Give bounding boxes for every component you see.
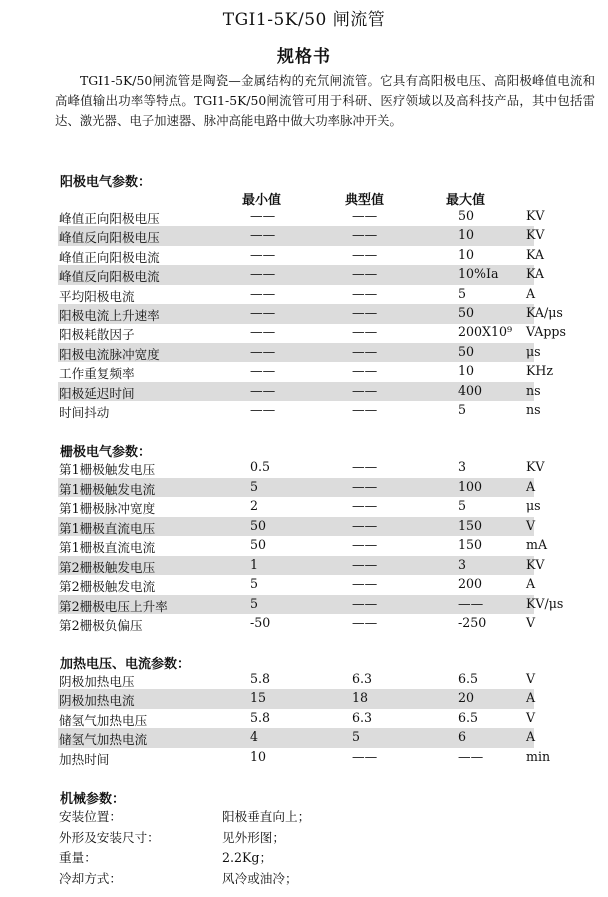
mech-label: 外形及安装尺寸： — [59, 829, 160, 845]
param-max: 200X10⁹ — [458, 324, 513, 340]
param-name: 平均阳极电流 — [59, 288, 135, 304]
param-name: 阳极耗散因子 — [59, 327, 135, 343]
table-row — [58, 595, 564, 615]
param-unit: KV — [526, 556, 545, 572]
mech-label: 冷却方式： — [59, 870, 122, 886]
table-row — [58, 362, 554, 382]
param-min: 2 — [250, 498, 259, 513]
document-subtitle: 规格书 — [277, 47, 331, 67]
param-min: —— — [250, 266, 276, 282]
mech-value: 风冷或油冷； — [222, 870, 298, 886]
param-unit: KV — [526, 227, 545, 243]
mechanical-section-title: 机械参数： — [60, 792, 126, 807]
param-name: 峰值正向阳极电压 — [59, 211, 160, 226]
table-row — [58, 304, 563, 324]
param-typ: —— — [352, 324, 378, 340]
param-max: 10 — [458, 363, 475, 379]
param-unit: A — [526, 690, 536, 706]
list-item — [58, 806, 508, 825]
param-unit: A — [526, 729, 536, 745]
param-max: 3 — [458, 556, 467, 572]
param-min: 5 — [250, 478, 259, 494]
param-unit: KV/μs — [526, 595, 564, 611]
param-typ: —— — [352, 285, 378, 301]
param-max: 5 — [458, 402, 467, 417]
table-row — [58, 207, 545, 227]
table-row — [58, 614, 534, 634]
param-typ: —— — [352, 498, 378, 513]
param-typ: 6.3 — [352, 671, 373, 686]
param-name: 阳极电流上升速率 — [59, 308, 160, 323]
table-row — [58, 689, 534, 709]
column-header-typ: 典型值 — [345, 193, 385, 208]
param-max: 6.5 — [458, 671, 479, 686]
param-typ: —— — [352, 478, 378, 494]
param-typ: —— — [352, 343, 378, 359]
param-min: —— — [250, 324, 276, 340]
param-max: 3 — [458, 459, 467, 474]
param-min: -50 — [250, 615, 271, 630]
param-max: -250 — [458, 615, 487, 630]
table-row — [58, 728, 534, 748]
param-unit: V — [526, 709, 536, 725]
param-name: 第2栅极负偏压 — [59, 618, 143, 633]
param-name: 第1栅极触发电压 — [59, 462, 156, 477]
param-min: —— — [250, 246, 276, 262]
param-name: 储氢气加热电压 — [59, 712, 148, 728]
mech-value: 阳极垂直向上； — [222, 809, 311, 824]
param-unit: μs — [526, 498, 541, 513]
param-max: 10%Ia — [458, 266, 499, 282]
param-min: 1 — [250, 556, 259, 572]
param-min: 5 — [250, 576, 259, 591]
param-name: 峰值反向阳极电流 — [59, 269, 160, 285]
param-typ: 18 — [352, 690, 369, 706]
param-name: 峰值反向阳极电压 — [59, 230, 160, 246]
param-typ: 5 — [352, 729, 361, 745]
mech-value: 见外形图； — [222, 829, 285, 845]
param-typ: —— — [352, 246, 378, 262]
param-typ: —— — [352, 459, 378, 474]
param-unit: mA — [526, 537, 548, 552]
param-max: 10 — [458, 227, 475, 243]
param-name: 阴极加热电流 — [59, 693, 135, 709]
table-row — [58, 575, 534, 595]
param-min: 5.8 — [250, 671, 271, 686]
param-typ: 6.3 — [352, 709, 373, 725]
param-unit: ns — [526, 402, 541, 417]
param-max: 6.5 — [458, 709, 479, 725]
param-name: 阳极延迟时间 — [59, 385, 135, 401]
param-min: 10 — [250, 748, 267, 764]
mech-value: 2.2Kg； — [222, 850, 273, 865]
param-max: 400 — [458, 382, 483, 398]
param-max: —— — [458, 595, 484, 611]
param-typ: —— — [352, 382, 378, 398]
table-row — [58, 497, 541, 517]
param-max: 50 — [458, 343, 475, 359]
param-name: 第1栅极直流电压 — [59, 520, 156, 536]
param-min: 50 — [250, 517, 267, 533]
param-max: 6 — [458, 729, 467, 745]
param-typ: —— — [352, 208, 378, 223]
param-min: 5.8 — [250, 709, 271, 725]
table-row — [58, 323, 566, 343]
param-typ: —— — [352, 227, 378, 243]
column-header-max: 最大值 — [446, 193, 486, 208]
param-typ: —— — [352, 748, 378, 764]
document-title: TGI1-5K/50 闸流管 — [222, 10, 386, 30]
param-max: 5 — [458, 285, 467, 301]
param-unit: VApps — [526, 324, 566, 340]
grid-section-title: 栅极电气参数： — [60, 445, 152, 460]
param-min: 0.5 — [250, 459, 271, 474]
param-unit: V — [526, 671, 536, 686]
param-min: —— — [250, 402, 276, 417]
table-row — [58, 226, 545, 246]
table-row — [58, 265, 544, 285]
param-max: 200 — [458, 576, 483, 591]
param-unit: KV — [526, 459, 545, 474]
param-max: 50 — [458, 208, 475, 223]
list-item — [58, 868, 508, 887]
param-unit: A — [526, 478, 536, 494]
param-max: 150 — [458, 517, 483, 533]
param-name: 第2栅极触发电流 — [59, 579, 156, 594]
param-max: 150 — [458, 537, 483, 552]
param-name: 时间抖动 — [59, 405, 110, 420]
param-typ: —— — [352, 266, 378, 282]
heater-section-title: 加热电压、电流参数： — [60, 657, 191, 672]
table-row — [58, 536, 548, 556]
param-unit: KV — [526, 208, 545, 223]
table-row — [58, 246, 544, 266]
param-name: 阴极加热电压 — [59, 674, 135, 689]
param-unit: KA/μs — [526, 305, 563, 320]
param-min: —— — [250, 343, 276, 359]
mech-label: 安装位置： — [59, 809, 122, 824]
param-name: 峰值正向阳极电流 — [59, 249, 160, 265]
param-typ: —— — [352, 576, 378, 591]
param-max: 10 — [458, 246, 475, 262]
param-unit: KHz — [526, 363, 554, 379]
table-row — [58, 478, 534, 498]
param-min: 15 — [250, 690, 267, 706]
table-row — [58, 556, 545, 576]
param-name: 第2栅极电压上升率 — [59, 598, 168, 614]
anode-section-title: 阳极电气参数： — [60, 175, 152, 190]
param-typ: —— — [352, 305, 378, 320]
mech-label: 重量： — [59, 850, 97, 865]
param-max: 100 — [458, 478, 483, 494]
list-item — [58, 827, 508, 846]
param-min: 4 — [250, 729, 259, 745]
list-item — [58, 847, 508, 866]
param-unit: μs — [526, 343, 541, 359]
param-name: 阳极电流脉冲宽度 — [59, 346, 160, 362]
param-max: 20 — [458, 690, 475, 706]
param-typ: —— — [352, 537, 378, 552]
param-unit: min — [526, 748, 551, 764]
param-min: —— — [250, 285, 276, 301]
param-name: 第1栅极触发电流 — [59, 481, 156, 497]
param-unit: A — [526, 576, 536, 591]
param-unit: KA — [526, 266, 544, 282]
table-row — [58, 748, 551, 768]
param-min: 5 — [250, 595, 259, 611]
table-row — [58, 458, 545, 478]
param-min: 50 — [250, 537, 267, 552]
param-name: 加热时间 — [59, 751, 110, 767]
param-typ: —— — [352, 615, 378, 630]
param-max: 50 — [458, 305, 475, 320]
param-typ: —— — [352, 402, 378, 417]
param-unit: KA — [526, 246, 544, 262]
param-typ: —— — [352, 363, 378, 379]
table-row — [58, 285, 534, 305]
table-row — [58, 401, 541, 421]
param-name: 第1栅极直流电流 — [59, 540, 156, 555]
param-min: —— — [250, 208, 276, 223]
intro-paragraph: TGI1-5K/50闸流管是陶瓷—金属结构的充氘闸流管。它具有高阳极电压、高阳极峰值电流和高峰值输出功率等特点。TGI1-5K/50闸流管可用于科研、医疗领域以及高科技产品，其中包括雷达、激光器、电子加速器、脉冲高能电路中做大功率脉冲开关。 — [55, 73, 595, 128]
table-row — [58, 382, 541, 402]
table-row — [58, 670, 534, 690]
table-row — [58, 709, 534, 729]
column-header-min: 最小值 — [242, 193, 282, 208]
param-typ: —— — [352, 556, 378, 572]
param-name: 第2栅极触发电压 — [59, 559, 156, 575]
param-name: 工作重复频率 — [59, 366, 135, 382]
table-row — [58, 343, 541, 363]
param-unit: V — [526, 517, 536, 533]
param-min: —— — [250, 382, 276, 398]
param-unit: ns — [526, 382, 541, 398]
param-name: 储氢气加热电流 — [59, 732, 148, 748]
table-row — [58, 517, 534, 537]
param-name: 第1栅极脉冲宽度 — [59, 501, 156, 516]
param-unit: A — [526, 285, 536, 301]
param-min: —— — [250, 305, 276, 320]
param-min: —— — [250, 363, 276, 379]
param-max: —— — [458, 748, 484, 764]
param-max: 5 — [458, 498, 467, 513]
param-typ: —— — [352, 517, 378, 533]
param-min: —— — [250, 227, 276, 243]
param-typ: —— — [352, 595, 378, 611]
param-unit: V — [526, 615, 536, 630]
